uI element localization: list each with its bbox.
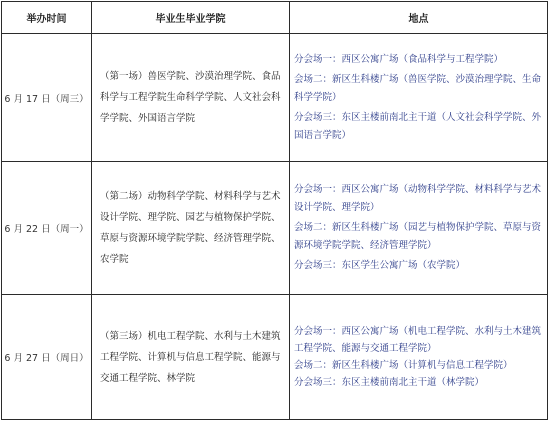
table-row <box>2 295 548 420</box>
header-colleges: 毕业生毕业学院 <box>92 2 290 34</box>
date-cell: 6 月 22 日（周一） <box>2 162 92 295</box>
venue-cell <box>290 295 548 420</box>
colleges-cell: （第一场）兽医学院、沙漠治理学院、食品科学与工程学院生命科学学院、人文社会科学学院、外国语言学院 <box>92 34 290 162</box>
header-location: 地点 <box>290 2 548 34</box>
venue-line: 分会场三：东区主楼前南北主干道（人文社会科学学院、外国语言学院） <box>294 111 542 141</box>
table-row <box>2 34 548 162</box>
date-cell: 6 月 17 日（周三） <box>2 34 92 162</box>
venue-line: 分会场一：西区公寓广场（食品科学与工程学院） <box>294 53 504 65</box>
colleges-cell: （第三场）机电工程学院、水利与土木建筑工程学院、计算机与信息工程学院、能源与交通工程学院、林学院 <box>92 295 290 420</box>
venue-line: 分会场三：东区学生公寓广场（农学院） <box>294 260 466 271</box>
venue-cell <box>290 34 548 162</box>
table-header-row <box>2 2 548 34</box>
venue-line: 分会场一：西区公寓广场（机电工程学院、水利与土木建筑工程学院、能源与交通工程学院） <box>294 326 542 354</box>
venue-cell <box>290 162 548 295</box>
table-row <box>2 162 548 295</box>
graduation-schedule-table <box>1 1 548 420</box>
venue-line: 分会场一：西区公寓广场（动物科学学院、材料科学与艺术设计学院、理学院） <box>294 184 542 213</box>
colleges-cell: （第二场）动物科学学院、材料科学与艺术设计学院、理学院、园艺与植物保护学院、草原与资源环境学院学院、经济管理学院、农学院 <box>92 162 290 295</box>
schedule-document <box>1 1 547 421</box>
venue-line: 会场二：新区生科楼广场（计算机与信息工程学院） <box>294 360 513 371</box>
date-cell: 6 月 27 日（周日） <box>2 295 92 420</box>
venue-line: 分会场三：东区主楼前南北主干道（林学院） <box>294 377 485 388</box>
venue-line: 会场二：新区生科楼广场（园艺与植物保护学院、草原与资源环境学院学院、经济管理学院） <box>294 222 542 251</box>
venue-line: 会场二：新区生科楼广场（兽医学院、沙漠治理学院、生命科学学院） <box>294 73 542 103</box>
header-date: 举办时间 <box>2 2 92 34</box>
